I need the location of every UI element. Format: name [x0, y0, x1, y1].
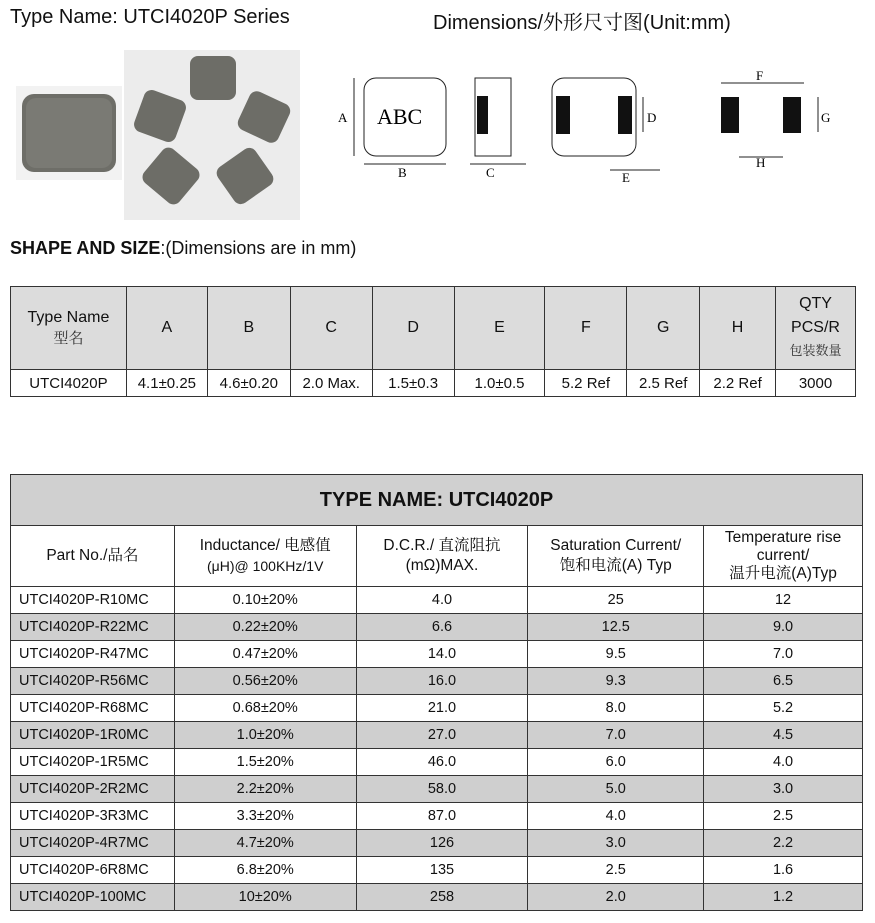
- temp-rise-cell: 7.0: [704, 641, 863, 668]
- dim-label-b: B: [398, 165, 407, 180]
- part-no-cell: UTCI4020P-R22MC: [11, 614, 175, 641]
- temp-rise-cell: 1.2: [704, 884, 863, 911]
- dim-label-f: F: [756, 68, 764, 83]
- inductance-cell: 2.2±20%: [174, 776, 356, 803]
- temp-rise-header: Temperature rise current/ 温升电流(A)Typ: [704, 526, 863, 587]
- part-no-cell: UTCI4020P-100MC: [11, 884, 175, 911]
- dim-label-e: E: [622, 170, 630, 185]
- temp-rise-cell: 3.0: [704, 776, 863, 803]
- inductance-cell: 1.0±20%: [174, 722, 356, 749]
- dim-label-g: G: [821, 110, 831, 125]
- table-row: [11, 803, 863, 830]
- dcr-cell: 14.0: [356, 641, 528, 668]
- temp-rise-cell: 12: [704, 587, 863, 614]
- temp-rise-cell: 4.0: [704, 749, 863, 776]
- saturation-cell: 2.0: [528, 884, 704, 911]
- saturation-cell: 4.0: [528, 803, 704, 830]
- spec-table: [10, 474, 863, 911]
- shape-size-table: [10, 286, 856, 397]
- dimension-diagram: [330, 60, 850, 185]
- saturation-cell: 5.0: [528, 776, 704, 803]
- dcr-cell: 87.0: [356, 803, 528, 830]
- saturation-cell: 9.5: [528, 641, 704, 668]
- temp-rise-cell: 1.6: [704, 857, 863, 884]
- part-no-cell: UTCI4020P-R56MC: [11, 668, 175, 695]
- col-header-b: B: [207, 287, 290, 370]
- table-row: UTCI4020P 4.1±0.25 4.6±0.20 2.0 Max. 1.5±0.3 1.0±0.5 5.2 Ref 2.5 Ref 2.2 Ref 3000: [11, 370, 856, 397]
- dcr-cell: 135: [356, 857, 528, 884]
- col-header-f: F: [545, 287, 627, 370]
- saturation-cell: 6.0: [528, 749, 704, 776]
- col-header-g: G: [627, 287, 700, 370]
- saturation-cell: 8.0: [528, 695, 704, 722]
- saturation-cell: 25: [528, 587, 704, 614]
- product-photo-group: [124, 50, 300, 220]
- inductance-cell: 0.10±20%: [174, 587, 356, 614]
- part-no-cell: UTCI4020P-4R7MC: [11, 830, 175, 857]
- table-row: [11, 776, 863, 803]
- inductance-cell: 6.8±20%: [174, 857, 356, 884]
- table-row: [11, 749, 863, 776]
- part-no-cell: UTCI4020P-1R0MC: [11, 722, 175, 749]
- saturation-cell: 12.5: [528, 614, 704, 641]
- temp-rise-cell: 6.5: [704, 668, 863, 695]
- dcr-cell: 21.0: [356, 695, 528, 722]
- dcr-cell: 258: [356, 884, 528, 911]
- table-row: [11, 830, 863, 857]
- shape-size-title: SHAPE AND SIZE:(Dimensions are in mm): [10, 238, 357, 258]
- part-no-cell: UTCI4020P-3R3MC: [11, 803, 175, 830]
- table-row: [11, 695, 863, 722]
- dimensions-header: Dimensions/外形尺寸图(Unit:mm): [433, 12, 731, 34]
- qty-header-cell: QTY PCS/R 包装数量: [776, 287, 856, 370]
- dim-label-h: H: [756, 155, 766, 170]
- inductance-cell: 0.68±20%: [174, 695, 356, 722]
- col-header-d: D: [372, 287, 454, 370]
- temp-rise-cell: 5.2: [704, 695, 863, 722]
- dcr-header: D.C.R./ 直流阻抗 (mΩ)MAX.: [356, 526, 528, 587]
- table-row: [11, 587, 863, 614]
- saturation-cell: 3.0: [528, 830, 704, 857]
- table-row: [11, 884, 863, 911]
- saturation-cell: 2.5: [528, 857, 704, 884]
- dcr-cell: 6.6: [356, 614, 528, 641]
- dim-label-c: C: [486, 165, 495, 180]
- inductance-cell: 1.5±20%: [174, 749, 356, 776]
- part-no-cell: UTCI4020P-1R5MC: [11, 749, 175, 776]
- part-no-cell: UTCI4020P-6R8MC: [11, 857, 175, 884]
- dcr-cell: 4.0: [356, 587, 528, 614]
- saturation-cell: 7.0: [528, 722, 704, 749]
- col-header-c: C: [290, 287, 372, 370]
- inductance-cell: 4.7±20%: [174, 830, 356, 857]
- part-no-cell: UTCI4020P-2R2MC: [11, 776, 175, 803]
- table-row: [11, 614, 863, 641]
- part-no-header: Part No./品名: [11, 526, 175, 587]
- saturation-header: Saturation Current/ 饱和电流(A) Typ: [528, 526, 704, 587]
- inductance-cell: 3.3±20%: [174, 803, 356, 830]
- spec-table-title: TYPE NAME: UTCI4020P: [11, 475, 863, 526]
- part-no-cell: UTCI4020P-R47MC: [11, 641, 175, 668]
- part-no-cell: UTCI4020P-R68MC: [11, 695, 175, 722]
- col-header-e: E: [454, 287, 545, 370]
- col-header-a: A: [126, 287, 207, 370]
- dcr-cell: 46.0: [356, 749, 528, 776]
- inductance-cell: 0.56±20%: [174, 668, 356, 695]
- table-row: [11, 641, 863, 668]
- marking-text: ABC: [377, 104, 423, 129]
- dcr-cell: 126: [356, 830, 528, 857]
- inductance-cell: 10±20%: [174, 884, 356, 911]
- part-no-cell: UTCI4020P-R10MC: [11, 587, 175, 614]
- dcr-cell: 16.0: [356, 668, 528, 695]
- inductance-header: Inductance/ 电感值 (μH)@ 100KHz/1V: [174, 526, 356, 587]
- dcr-cell: 58.0: [356, 776, 528, 803]
- saturation-cell: 9.3: [528, 668, 704, 695]
- type-cell: UTCI4020P: [11, 370, 127, 397]
- dim-label-a: A: [338, 110, 348, 125]
- dim-label-d: D: [647, 110, 657, 125]
- product-photo-single: [16, 86, 122, 180]
- temp-rise-cell: 9.0: [704, 614, 863, 641]
- temp-rise-cell: 2.5: [704, 803, 863, 830]
- table-row: [11, 722, 863, 749]
- inductance-cell: 0.47±20%: [174, 641, 356, 668]
- type-name-header: Type Name: UTCI4020P Series: [10, 6, 290, 28]
- table-row: [11, 668, 863, 695]
- col-header-h: H: [700, 287, 776, 370]
- temp-rise-cell: 2.2: [704, 830, 863, 857]
- type-name-header-cell: Type Name 型名: [11, 287, 127, 370]
- dcr-cell: 27.0: [356, 722, 528, 749]
- temp-rise-cell: 4.5: [704, 722, 863, 749]
- table-row: [11, 857, 863, 884]
- inductance-cell: 0.22±20%: [174, 614, 356, 641]
